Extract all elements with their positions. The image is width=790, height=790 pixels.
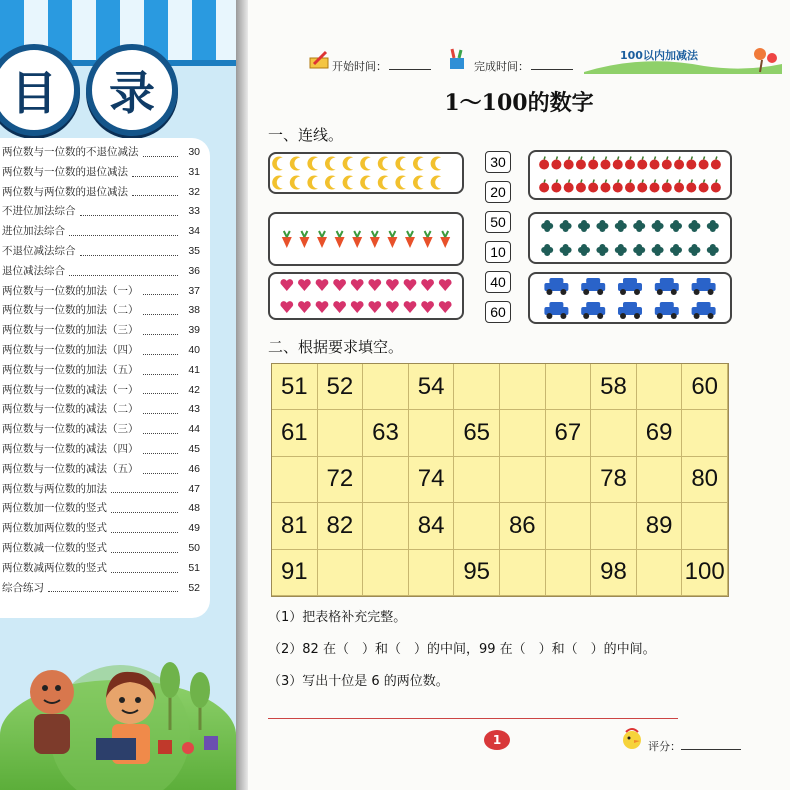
heart-icon (316, 301, 329, 313)
toc-title-char-1: 目 (0, 44, 80, 136)
heart-icon (316, 279, 329, 291)
toc-leader-dots (111, 480, 178, 494)
carrot-icon (335, 231, 345, 248)
clover-icon (541, 220, 553, 232)
carrot-group (268, 212, 464, 266)
heart-icon (280, 301, 293, 313)
moon-icon (413, 176, 424, 190)
apple-icon (662, 180, 672, 193)
moon-icon (272, 157, 283, 171)
toc-item (0, 321, 200, 341)
clover-group (528, 212, 732, 264)
apple-icon (588, 157, 598, 170)
grid-cell-blank[interactable] (363, 457, 409, 503)
moon-icon (431, 176, 442, 190)
heart-icon (421, 301, 434, 313)
apple-icon (576, 180, 586, 193)
car-icon (692, 302, 716, 319)
grid-cell: 91 (272, 550, 318, 596)
apple-icon (650, 180, 660, 193)
apple-icon (686, 180, 696, 193)
moon-icon (395, 176, 406, 190)
toc-item-page: 45 (188, 442, 200, 455)
start-time-label: 开始时间： (332, 60, 387, 73)
toc-leader-dots (132, 163, 178, 177)
grid-cell-blank[interactable] (637, 364, 683, 410)
heart-group (268, 272, 464, 320)
carrot-icon (299, 231, 309, 248)
clover-icon (688, 244, 700, 256)
toc-item (0, 420, 200, 440)
moon-icon (325, 176, 336, 190)
apple-icon (564, 180, 574, 193)
page-number: 1 (484, 730, 510, 750)
number-box: 30 (485, 151, 511, 173)
toc-item-page: 36 (188, 264, 200, 277)
book-pencil-icon (308, 50, 330, 70)
car-icon (581, 302, 605, 319)
apple-icon (576, 157, 586, 170)
toc-item (0, 579, 200, 599)
toc-item (0, 301, 200, 321)
apple-icon (625, 180, 635, 193)
moon-group (268, 152, 464, 194)
toc-item-page: 35 (188, 244, 200, 257)
toc-leader-dots (143, 361, 179, 375)
toc-item (0, 559, 200, 579)
grid-cell: 65 (454, 410, 500, 456)
toc-item (0, 242, 200, 262)
apple-icon (613, 180, 623, 193)
grid-cell: 86 (500, 503, 546, 549)
finish-time (474, 58, 573, 74)
grid-cell-blank[interactable] (409, 550, 455, 596)
toc-item-title: 不退位减法综合 (2, 244, 76, 257)
left-page-toc (0, 0, 236, 790)
pencil-cup-icon (446, 48, 468, 70)
toc-leader-dots (143, 301, 179, 315)
toc-leader-dots (132, 183, 178, 197)
toc-item-page: 48 (188, 502, 200, 515)
moon-icon (325, 157, 336, 171)
grid-cell-blank[interactable] (500, 410, 546, 456)
toc-item-page: 44 (188, 423, 200, 436)
toc-leader-dots (48, 579, 178, 593)
grid-cell: 84 (409, 503, 455, 549)
toc-item (0, 400, 200, 420)
finish-time-label: 完成时间： (474, 60, 529, 73)
apple-icon (650, 157, 660, 170)
grid-cell-blank[interactable] (637, 457, 683, 503)
grid-cell: 52 (318, 364, 364, 410)
grid-cell-blank[interactable] (500, 550, 546, 596)
moon-icon (343, 176, 354, 190)
clover-icon (615, 244, 627, 256)
toc-item-page: 43 (188, 403, 200, 416)
apple-icon (551, 180, 561, 193)
toc-item (0, 222, 200, 242)
toc-leader-dots (69, 222, 178, 236)
toc-leader-dots (111, 559, 178, 573)
moon-icons (270, 154, 462, 192)
toc-item-page: 39 (188, 324, 200, 337)
series-logo-text: 100以内加减法 (620, 49, 698, 62)
toc-item-title: 两位数与一位数的加法（五） (2, 363, 139, 376)
heart-icon (298, 301, 311, 313)
toc-item (0, 262, 200, 282)
moon-icon (378, 176, 389, 190)
grid-cell-blank[interactable] (682, 503, 728, 549)
toc-item-title: 两位数与两位数的退位减法 (2, 185, 128, 198)
toc-item-page: 32 (188, 185, 200, 198)
score-field (648, 738, 741, 754)
apple-icon (699, 157, 709, 170)
carrot-icon (317, 231, 327, 248)
grid-cell-blank[interactable] (363, 503, 409, 549)
grid-cell: 80 (682, 457, 728, 503)
moon-icon (290, 176, 301, 190)
grid-cell-blank[interactable] (454, 364, 500, 410)
carrot-icon (440, 231, 450, 248)
toc-item-title: 两位数与一位数的退位减法 (2, 165, 128, 178)
apple-icons (530, 152, 730, 198)
car-icon (655, 302, 679, 319)
grid-cell-blank[interactable] (454, 503, 500, 549)
moon-icon (307, 157, 318, 171)
moon-icon (343, 157, 354, 171)
heart-icon (421, 279, 434, 291)
grid-cell: 98 (591, 550, 637, 596)
grid-cell: 89 (637, 503, 683, 549)
grid-cell: 72 (318, 457, 364, 503)
grid-cell: 74 (409, 457, 455, 503)
carrot-icon (282, 231, 292, 248)
grid-cell: 67 (546, 410, 592, 456)
grid-cell-blank[interactable] (318, 410, 364, 456)
car-icon (655, 278, 679, 295)
grid-cell-blank[interactable] (363, 550, 409, 596)
toc-item-title: 两位数与一位数的减法（三） (2, 423, 139, 436)
moon-icon (360, 176, 371, 190)
car-icon (618, 302, 642, 319)
clover-icon (578, 244, 590, 256)
toc-title-char-2: 录 (86, 44, 178, 136)
apple-icon (674, 157, 684, 170)
clover-icon (652, 244, 664, 256)
grid-cell: 95 (454, 550, 500, 596)
toc-item (0, 341, 200, 361)
carrot-icon (423, 231, 433, 248)
clover-icon (596, 244, 608, 256)
toc-leader-dots (111, 499, 178, 513)
toc-item-title: 两位数与一位数的减法（二） (2, 403, 139, 416)
carrot-icons (270, 214, 462, 264)
toc-leader-dots (143, 282, 179, 296)
grid-cell: 63 (363, 410, 409, 456)
clover-icon (688, 220, 700, 232)
section-2-heading: 二、根据要求填空。 (268, 338, 404, 356)
apple-icon (551, 157, 561, 170)
number-box: 60 (485, 301, 511, 323)
toc-item (0, 499, 200, 519)
start-time-line (389, 69, 431, 70)
toc-item-page: 30 (188, 146, 200, 158)
toc-item-title: 两位数减一位数的竖式 (2, 541, 107, 554)
clover-icon (707, 244, 719, 256)
car-icon (544, 278, 568, 295)
grid-cell-blank[interactable] (591, 410, 637, 456)
heart-icon (439, 301, 452, 313)
toc-item (0, 143, 200, 163)
toc-item-page: 50 (188, 541, 200, 554)
toc-leader-dots (111, 519, 178, 533)
grid-cell: 54 (409, 364, 455, 410)
toc-item-title: 两位数加一位数的竖式 (2, 502, 107, 515)
question-1: （1）把表格补充完整。 (268, 610, 407, 625)
toc-item-title: 两位数与两位数的加法 (2, 482, 107, 495)
grid-cell-blank[interactable] (546, 457, 592, 503)
apple-icon (686, 157, 696, 170)
toc-leader-dots (111, 539, 178, 553)
heart-icon (333, 301, 346, 313)
grid-cell: 58 (591, 364, 637, 410)
toc-item (0, 202, 200, 222)
grid-cell-blank[interactable] (682, 410, 728, 456)
start-time (332, 58, 431, 74)
apple-icon (711, 180, 721, 193)
number-grid (271, 363, 729, 597)
moon-icon (431, 157, 442, 171)
toc-item-title: 两位数加两位数的竖式 (2, 522, 107, 535)
apple-icon (588, 180, 598, 193)
grid-cell-blank[interactable] (454, 457, 500, 503)
toc-item-page: 38 (188, 304, 200, 317)
toc-leader-dots (143, 341, 179, 355)
grid-cell: 69 (637, 410, 683, 456)
grid-cell: 51 (272, 364, 318, 410)
toc-item-title: 两位数与一位数的加法（二） (2, 304, 139, 317)
toc-item-page: 46 (188, 462, 200, 475)
apple-icon (625, 157, 635, 170)
grid-cell-blank[interactable] (363, 364, 409, 410)
clover-icon (560, 244, 572, 256)
apple-icon (539, 180, 549, 193)
apple-icon (564, 157, 574, 170)
toc-item (0, 381, 200, 401)
score-line (681, 749, 741, 750)
apple-icon (699, 180, 709, 193)
apple-icon (637, 157, 647, 170)
grid-cell: 100 (682, 550, 728, 596)
clover-icon (633, 244, 645, 256)
apple-icon (539, 157, 549, 170)
apple-icon (662, 157, 672, 170)
grid-cell: 60 (682, 364, 728, 410)
grid-cell-blank[interactable] (546, 550, 592, 596)
apple-icon (637, 180, 647, 193)
toc-item-page: 52 (188, 581, 200, 594)
toc-item-title: 进位加法综合 (2, 225, 65, 238)
toc-item-page: 37 (188, 284, 200, 297)
apple-icon (674, 180, 684, 193)
carrot-icon (370, 231, 380, 248)
toc-item (0, 460, 200, 480)
toc-item-title: 不进位加法综合 (2, 205, 76, 218)
worksheet-title: 1～100的数字 (444, 90, 594, 116)
apple-group (528, 150, 732, 200)
number-box: 50 (485, 211, 511, 233)
heart-icon (368, 279, 381, 291)
grid-cell-blank[interactable] (500, 457, 546, 503)
clover-icon (596, 220, 608, 232)
moon-icon (272, 176, 283, 190)
heart-icon (404, 279, 417, 291)
toc-item-page: 40 (188, 343, 200, 356)
heart-icon (368, 301, 381, 313)
grid-cell: 82 (318, 503, 364, 549)
car-icon (618, 278, 642, 295)
toc-item-title: 两位数与一位数的加法（四） (2, 343, 139, 356)
chick-icon (620, 728, 644, 750)
moon-icon (413, 157, 424, 171)
toc-item-title: 两位数与一位数的减法（一） (2, 383, 139, 396)
number-box: 10 (485, 241, 511, 263)
carrot-icon (405, 231, 415, 248)
apple-icon (711, 157, 721, 170)
heart-icon (351, 279, 364, 291)
score-label: 评分： (648, 740, 681, 753)
toc-list (0, 143, 200, 598)
toc-leader-dots (143, 321, 179, 335)
toc-item-page: 31 (188, 165, 200, 178)
grid-cell: 78 (591, 457, 637, 503)
grid-cell-blank[interactable] (272, 457, 318, 503)
toc-leader-dots (69, 262, 178, 276)
toc-item (0, 480, 200, 500)
toc-item-title: 两位数与一位数的加法（三） (2, 324, 139, 337)
toc-item-title: 两位数与一位数的加法（一） (2, 284, 139, 297)
moon-icon (395, 157, 406, 171)
number-box: 20 (485, 181, 511, 203)
clover-icon (615, 220, 627, 232)
toc-item-page: 42 (188, 383, 200, 396)
grid-cell-blank[interactable] (546, 503, 592, 549)
toc-item (0, 440, 200, 460)
moon-icon (290, 157, 301, 171)
car-icons (530, 274, 730, 322)
number-box: 40 (485, 271, 511, 293)
moon-icon (307, 176, 318, 190)
heart-icon (404, 301, 417, 313)
toc-item-title: 两位数与一位数的不退位减法 (2, 146, 139, 158)
clover-icon (560, 220, 572, 232)
toc-leader-dots (143, 440, 179, 454)
section-1-heading: 一、连线。 (268, 126, 344, 144)
toc-leader-dots (143, 460, 179, 474)
clover-icon (633, 220, 645, 232)
clover-icons (530, 214, 730, 262)
moon-icon (360, 157, 371, 171)
toc-item-title: 综合练习 (2, 581, 44, 594)
toc-item-page: 41 (188, 363, 200, 376)
toc-leader-dots (143, 381, 179, 395)
grid-cell: 61 (272, 410, 318, 456)
heart-icon (386, 279, 399, 291)
car-icon (581, 278, 605, 295)
car-icon (692, 278, 716, 295)
carrot-icon (352, 231, 362, 248)
grid-cell-blank[interactable] (409, 410, 455, 456)
toc-item-title: 两位数与一位数的减法（五） (2, 462, 139, 475)
question-2: （2）82 在（ ）和（ ）的中间，99 在（ ）和（ ）的中间。 (268, 642, 656, 657)
toc-leader-dots (143, 420, 179, 434)
grid-cell-blank[interactable] (546, 364, 592, 410)
toc-leader-dots (80, 202, 179, 216)
toc-item-page: 49 (188, 522, 200, 535)
clover-icon (707, 220, 719, 232)
heart-icon (333, 279, 346, 291)
toc-leader-dots (143, 400, 179, 414)
kids-reading-illustration (0, 640, 236, 790)
grid-cell: 81 (272, 503, 318, 549)
heart-icons (270, 274, 462, 318)
toc-item-title: 两位数与一位数的减法（四） (2, 442, 139, 455)
question-3: （3）写出十位是 6 的两位数。 (268, 674, 449, 689)
toc-item (0, 519, 200, 539)
heart-icon (439, 279, 452, 291)
toc-leader-dots (143, 143, 179, 157)
answer-line (268, 718, 678, 719)
apple-icon (600, 180, 610, 193)
grid-cell-blank[interactable] (591, 503, 637, 549)
toc-item-page: 34 (188, 225, 200, 238)
toc-item-page: 33 (188, 205, 200, 218)
toc-item (0, 539, 200, 559)
heart-icon (386, 301, 399, 313)
worksheet-page (248, 0, 790, 790)
clover-icon (670, 220, 682, 232)
grid-cell-blank[interactable] (318, 550, 364, 596)
heart-icon (280, 279, 293, 291)
heart-icon (298, 279, 311, 291)
car-group (528, 272, 732, 324)
book-spine (236, 0, 248, 790)
finish-time-line (531, 69, 573, 70)
toc-leader-dots (80, 242, 179, 256)
grid-cell-blank[interactable] (637, 550, 683, 596)
carrot-icon (387, 231, 397, 248)
clover-icon (541, 244, 553, 256)
toc-item-title: 两位数减两位数的竖式 (2, 561, 107, 574)
apple-icon (613, 157, 623, 170)
toc-item (0, 282, 200, 302)
toc-item (0, 183, 200, 203)
heart-icon (351, 301, 364, 313)
clover-icon (670, 244, 682, 256)
apple-icon (600, 157, 610, 170)
toc-item-page: 51 (188, 561, 200, 574)
toc-item-title: 退位减法综合 (2, 264, 65, 277)
clover-icon (652, 220, 664, 232)
toc-item-page: 47 (188, 482, 200, 495)
toc-item (0, 163, 200, 183)
clover-icon (578, 220, 590, 232)
toc-item (0, 361, 200, 381)
grid-cell-blank[interactable] (500, 364, 546, 410)
moon-icon (378, 157, 389, 171)
car-icon (544, 302, 568, 319)
